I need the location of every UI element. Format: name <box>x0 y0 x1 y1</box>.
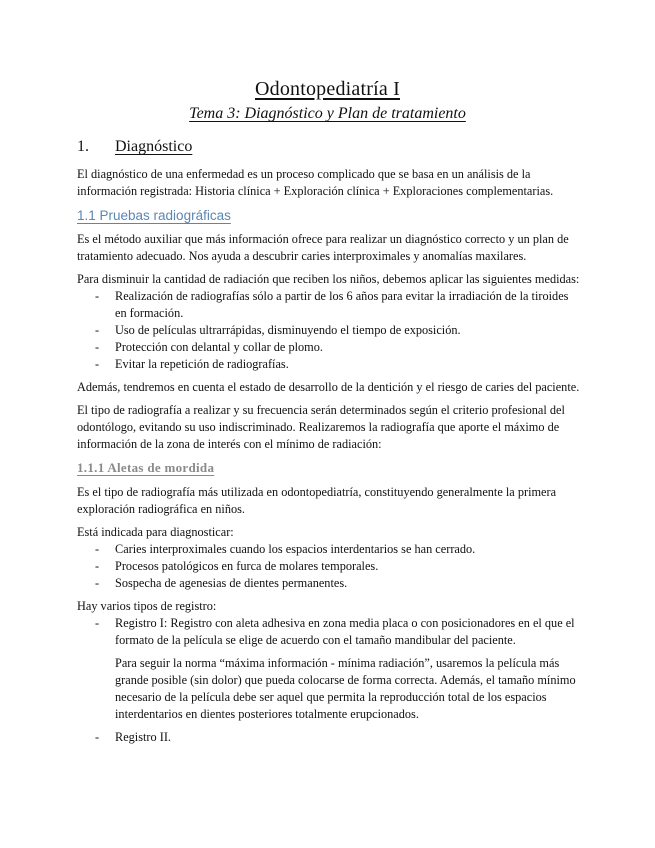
list-item-text: Evitar la repetición de radiografías. <box>115 357 289 371</box>
list-item-text: Protección con delantal y collar de plomo. <box>115 340 323 354</box>
list-item <box>77 575 582 592</box>
dash-bullet: - <box>95 616 100 630</box>
paragraph: Es el tipo de radiografía más utilizada en odontopediatría, constituyendo generalmente la primera exploración radiográfica en niños. <box>77 485 557 516</box>
list-item-text: Registro II. <box>115 730 172 744</box>
section-heading-diagnostico <box>77 136 582 158</box>
list-item-text: Caries interproximales cuando los espacios interdentarios se han cerrado. <box>115 542 476 556</box>
dash-bullet: - <box>95 730 100 744</box>
list-item <box>77 615 582 649</box>
dash-bullet: - <box>95 289 100 303</box>
section-number: 1. <box>77 138 89 155</box>
list-item-text: Uso de películas ultrarrápidas, disminuyendo el tiempo de exposición. <box>115 323 461 337</box>
registro-list <box>77 615 582 649</box>
paragraph: Es el método auxiliar que más información ofrece para realizar un diagnóstico correcto y un plan de tratamiento adecuado. Nos ayuda a descubrir caries interproximales y anomalías maxilares. <box>77 232 569 263</box>
dash-bullet: - <box>95 340 100 354</box>
measures-list <box>77 288 582 373</box>
document-body <box>77 136 582 752</box>
list-item-text: Procesos patológicos en furca de molares temporales. <box>115 559 379 573</box>
list-item <box>77 322 582 339</box>
indications-list <box>77 541 582 592</box>
paragraph: El tipo de radiografía a realizar y su frecuencia serán determinados según el criterio profesional del odontólogo, evitando su uso indiscriminado. Realizaremos la radiografía que aporte el máximo de información de la zona de interés con el mínimo de radiación: <box>77 403 565 451</box>
list-item <box>77 288 582 322</box>
list-item <box>77 356 582 373</box>
subsubsection-heading-aletas: 1.1.1 Aletas de mordida <box>77 460 215 475</box>
registro-note: Para seguir la norma “máxima información - mínima radiación”, usaremos la película más grande posible (sin dolor) que pueda colocarse de forma correcta. Además, el tamaño mínimo necesario de la película debe ser aquel que permita la reproducción total de los espacios interdentarios en dientes posteriores totalmente erupcionados. <box>115 656 576 721</box>
document-title: Odontopediatría I <box>254 78 401 100</box>
list-item-text: Sospecha de agenesias de dientes permanentes. <box>115 576 348 590</box>
paragraph: Para disminuir la cantidad de radiación que reciben los niños, debemos aplicar las siguientes medidas: <box>77 272 580 286</box>
section-title: Diagnóstico <box>115 138 193 155</box>
list-item <box>77 729 582 746</box>
dash-bullet: - <box>95 323 100 337</box>
paragraph-intro: El diagnóstico de una enfermedad es un proceso complicado que se basa en un análisis de la información registrada: Historia clínica + Exploración clínica + Exploraciones complementarias. <box>77 167 554 198</box>
dash-bullet: - <box>95 542 100 556</box>
list-item <box>77 558 582 575</box>
subsection-heading-pruebas: 1.1 Pruebas radiográficas <box>77 208 231 223</box>
paragraph: Hay varios tipos de registro: <box>77 599 217 613</box>
registro-list-2 <box>77 729 582 746</box>
list-item-text: Registro I: Registro con aleta adhesiva en zona media placa o con posicionadores en el que el formato de la película se elige de acuerdo con el tamaño mandibular del paciente. <box>115 616 575 647</box>
paragraph: Está indicada para diagnosticar: <box>77 525 234 539</box>
dash-bullet: - <box>95 576 100 590</box>
list-item <box>77 339 582 356</box>
paragraph: Además, tendremos en cuenta el estado de desarrollo de la dentición y el riesgo de caries del paciente. <box>77 380 580 394</box>
dash-bullet: - <box>95 559 100 573</box>
list-item <box>77 541 582 558</box>
list-item-text: Realización de radiografías sólo a partir de los 6 años para evitar la irradiación de la tiroides en formación. <box>115 289 569 320</box>
dash-bullet: - <box>95 357 100 371</box>
document-subtitle: Tema 3: Diagnóstico y Plan de tratamiento <box>189 105 466 122</box>
